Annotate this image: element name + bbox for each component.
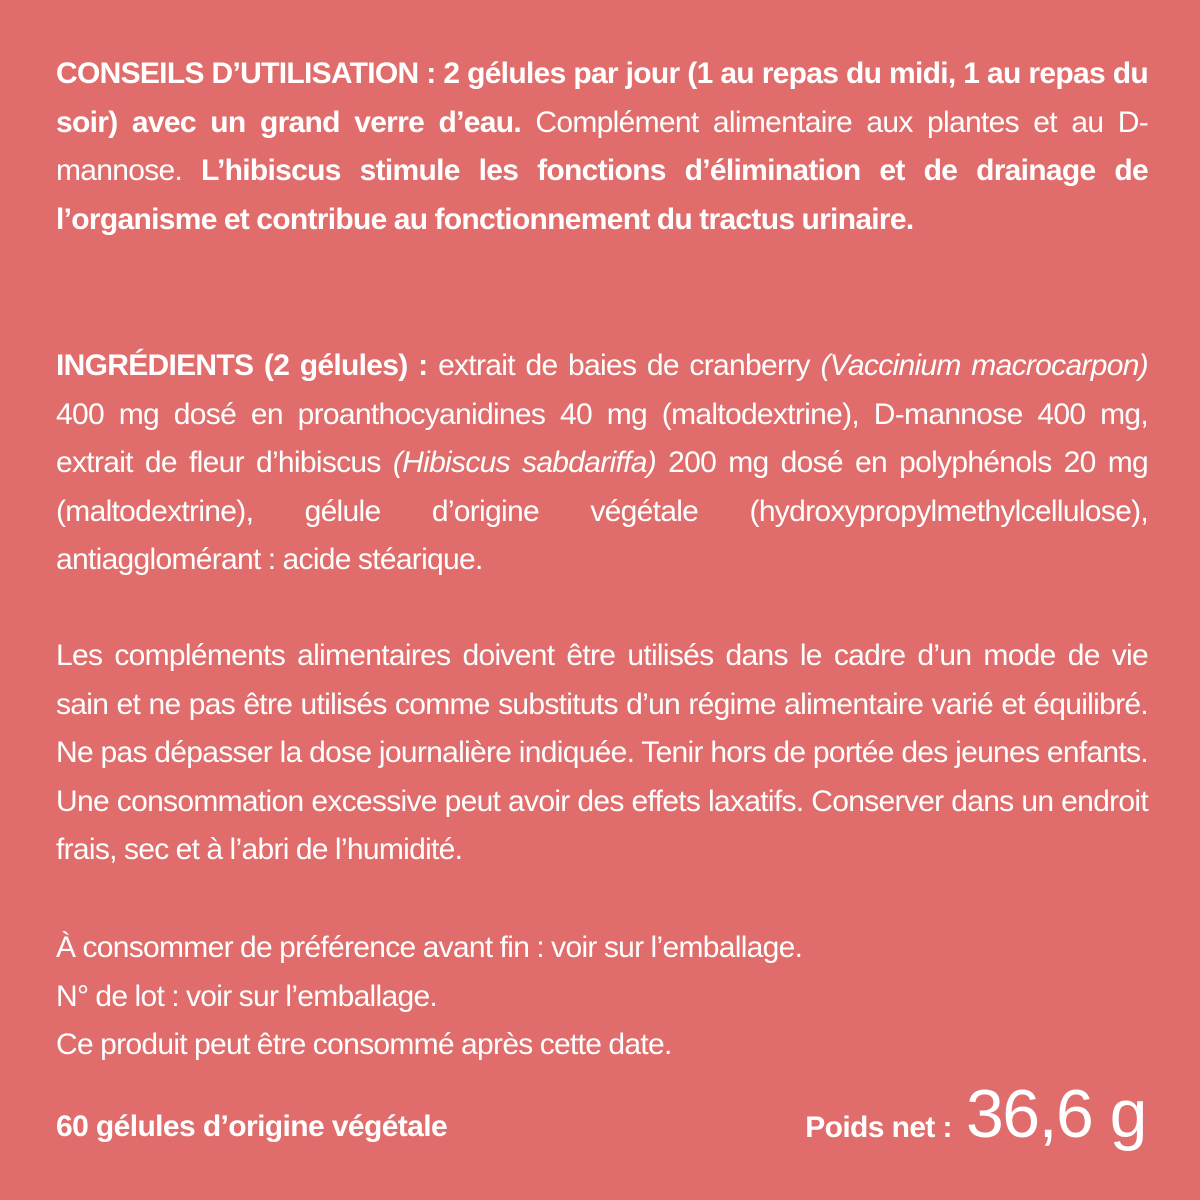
hibiscus-latin-name: (Hibiscus sabdariffa)	[392, 446, 657, 479]
net-weight-label: Poids net :	[805, 1111, 952, 1144]
ingredients-text-1: extrait de baies de cranberry	[438, 349, 821, 382]
hibiscus-claim: L’hibiscus stimule les fonctions d’élimination et de drainage de l’organisme et contribue au fonctionnement du tractus urinaire.	[56, 154, 1148, 236]
ingredients-text-2: 400 mg dosé en proanthocyanidines 40 mg (maltodextrine), D-mannose 400 mg, extrait de fleur d’hibiscus	[56, 397, 1148, 479]
usage-advice-title: CONSEILS D’UTILISATION :	[56, 57, 444, 90]
cranberry-latin-name: (Vaccinium macrocarpon)	[820, 349, 1148, 382]
ingredients-text-3: 200 mg dosé en polyphénols 20 mg (maltodextrine), gélule d’origine végétale (hydroxypropylmethylcellulose), antiagglomérant : acide stéarique.	[56, 446, 1149, 576]
warnings-paragraph: Les compléments alimentaires doivent être utilisés dans le cadre d’un mode de vie sain et ne pas être utilisés comme substituts d’un régime alimentaire varié et équilibré. Ne pas dépasser la dose journalière indiquée. Tenir hors de portée des jeunes enfants. Une consommation excessive peut avoir des effets laxatifs. Conserver dans un endroit frais, sec et à l’abri de l’humidité.	[56, 639, 1148, 866]
usage-advice-paragraph	[56, 50, 1148, 244]
best-before-text: À consommer de préférence avant fin : voir sur l’emballage.	[56, 931, 803, 964]
net-weight	[805, 1076, 1146, 1152]
ingredients-title: INGRÉDIENTS (2 gélules) :	[56, 349, 439, 382]
net-weight-value: 36,6 g	[965, 1076, 1146, 1152]
product-label	[56, 50, 1148, 1170]
capsule-count: 60 gélules d’origine végétale	[56, 1110, 448, 1143]
ingredients-paragraph	[56, 342, 1148, 585]
dates-paragraph	[56, 924, 1148, 1070]
lot-number-text: N° de lot : voir sur l’emballage.	[56, 979, 438, 1013]
after-date-text: Ce produit peut être consommé après cette date.	[56, 1028, 672, 1061]
usage-dosage: 2 gélules par jour (1 au repas du midi, 1 au repas du soir) avec un grand verre d’eau.	[56, 57, 1148, 139]
product-description: Complément alimentaire aux plantes et au D-mannose.	[56, 105, 1148, 187]
